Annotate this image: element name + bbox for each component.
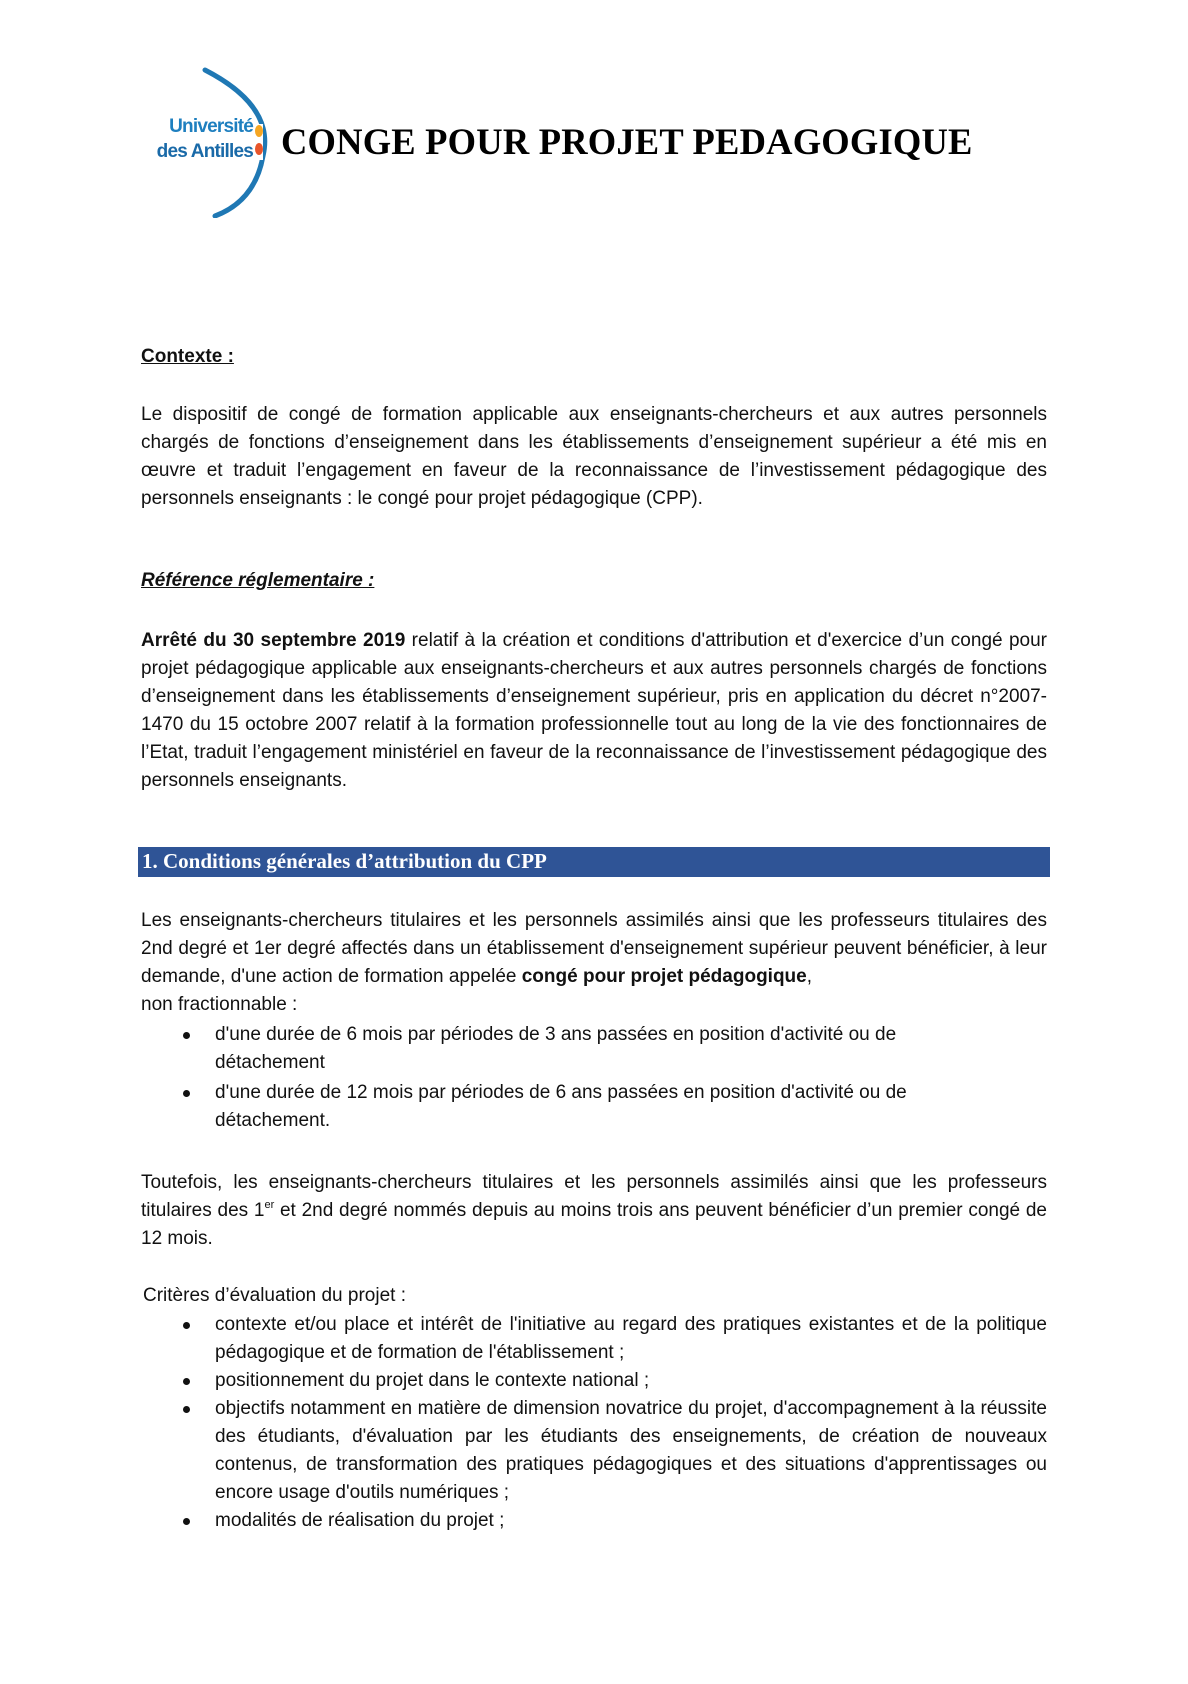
reference-heading: Référence réglementaire :	[141, 570, 375, 591]
criteria-heading: Critères d’évaluation du projet :	[143, 1285, 406, 1306]
list-item: modalités de réalisation du projet ;	[141, 1507, 1047, 1535]
section-1-intro: Les enseignants-chercheurs titulaires et les personnels assimilés ainsi que les professeurs titulaires des 2nd degré et 1er degré affectés dans un établissement d'enseignement supérieur peuvent bénéficier, à leur demande, d'une action de formation appelée congé pour projet pédagogique,	[141, 910, 1047, 987]
logo-red-dot-icon	[255, 143, 263, 155]
bullet-icon	[183, 1032, 190, 1039]
reference-bold-lead: Arrêté du 30 septembre 2019	[141, 630, 406, 651]
document-title: CONGE POUR PROJET PEDAGOGIQUE	[281, 121, 973, 162]
cpp-bold: congé pour projet pédagogique	[521, 966, 807, 987]
list-item: positionnement du projet dans le contexte national ;	[141, 1367, 1047, 1395]
bullet-icon	[183, 1406, 190, 1413]
list-item: contexte et/ou place et intérêt de l'initiative au regard des pratiques existantes et de la politique pédagogique et de formation de l'établissement ;	[141, 1311, 1047, 1367]
logo-line-1: Université	[169, 116, 253, 137]
logo-orange-dot-icon	[255, 125, 263, 137]
section-1-intro-last-line: non fractionnable :	[141, 994, 298, 1015]
logo-text	[141, 114, 253, 164]
section-1-header	[138, 847, 1050, 877]
list-item: d'une durée de 6 mois par périodes de 3 ans passées en position d'activité ou de détachement	[141, 1021, 1047, 1077]
criteria-list	[141, 1311, 1047, 1535]
reference-text: relatif à la création et conditions d'attribution et d'exercice d’un congé pour projet pédagogique applicable aux enseignants-chercheurs et aux autres personnels chargés de fonctions d’enseignement dans les établissements d’enseignement supérieur, pris en application du décret n°2007-1470 du 15 octobre 2007 relatif à la formation professionnelle tout au long de la vie des fonctionnaires de l’Etat, traduit l’engagement ministériel en faveur de la reconnaissance de l’investissement pédagogique des personnels enseignants.	[141, 630, 1047, 791]
bullet-icon	[183, 1378, 190, 1385]
section-1-title: 1. Conditions générales d’attribution du CPP	[142, 849, 547, 873]
logo-line-2: des Antilles	[156, 141, 253, 162]
bullet-icon	[183, 1518, 190, 1525]
list-item: d'une durée de 12 mois par périodes de 6 ans passées en position d'activité ou de détachement.	[141, 1079, 1047, 1135]
contexte-heading: Contexte :	[141, 346, 234, 367]
bullet-icon	[183, 1090, 190, 1097]
list-item: objectifs notamment en matière de dimension novatrice du projet, d'accompagnement à la réussite des étudiants, d'évaluation par les étudiants des enseignements, de création de nouveaux contenus, de transformation des pratiques pédagogiques et des situations d'apprentissages ou encore usage d'outils numériques ;	[141, 1395, 1047, 1507]
bullet-icon	[183, 1322, 190, 1329]
toutefois-paragraph: Toutefois, les enseignants-chercheurs titulaires et les personnels assimilés ainsi que les professeurs titulaires des 1er et 2nd degré nommés depuis au moins trois ans peuvent bénéficier d’un premier congé de 12 mois.	[141, 1172, 1047, 1249]
university-logo	[135, 66, 270, 218]
reference-paragraph	[141, 627, 1047, 795]
duration-list	[141, 1021, 1047, 1135]
contexte-paragraph: Le dispositif de congé de formation applicable aux enseignants-chercheurs et aux autres personnels chargés de fonctions d’enseignement dans les établissements d’enseignement supérieur a été mis en œuvre et traduit l’engagement en faveur de la reconnaissance de l’investissement pédagogique des personnels enseignants : le congé pour projet pédagogique (CPP).	[141, 404, 1047, 509]
